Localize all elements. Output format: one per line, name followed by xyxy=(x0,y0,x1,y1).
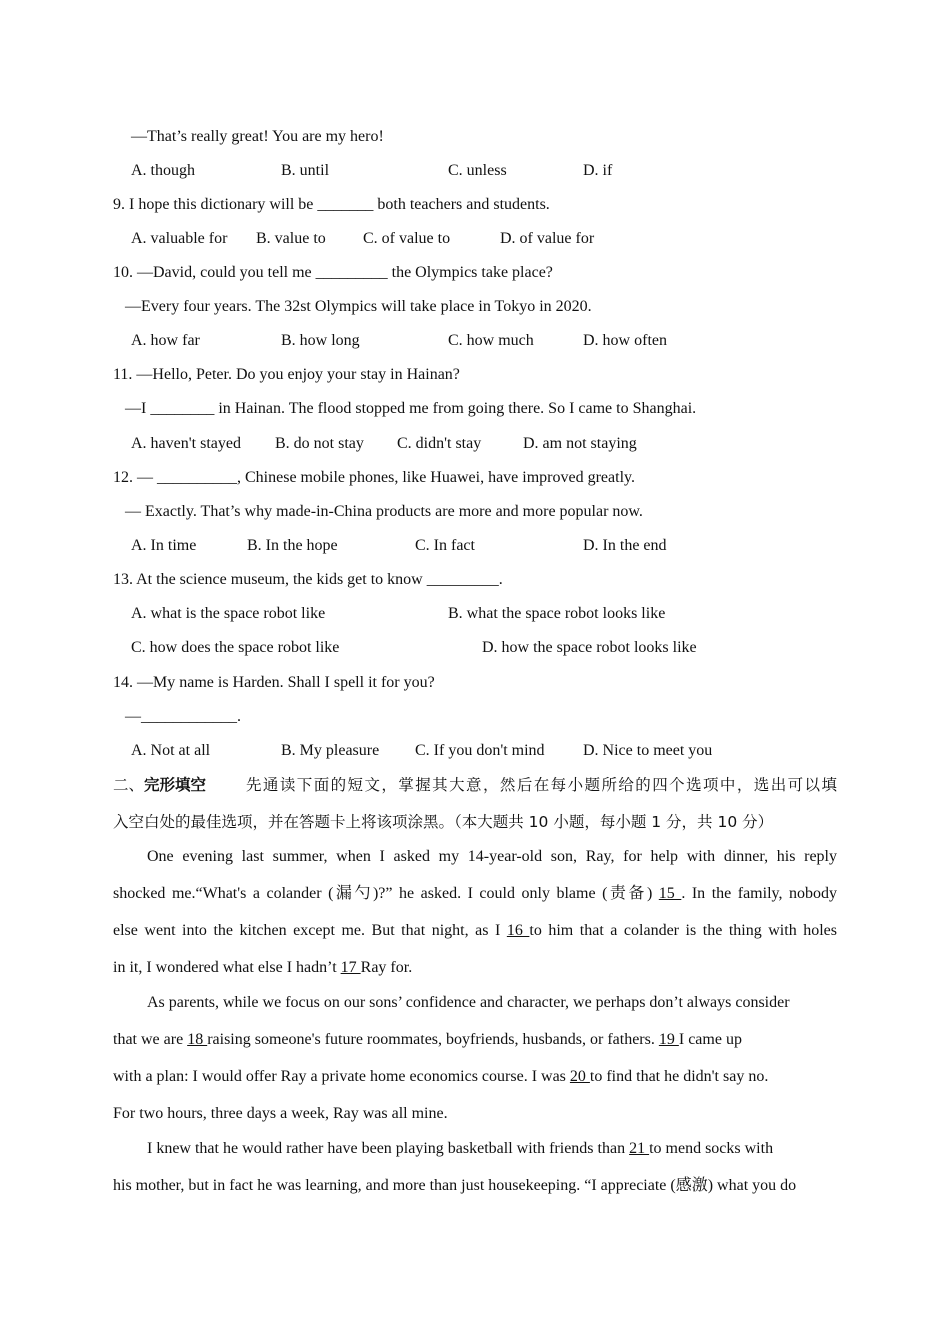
p2-line-4: For two hours, three days a week, Ray was all mine. xyxy=(113,1105,448,1122)
q10-reply: —Every four years. The 32st Olympics will take place in Tokyo in 2020. xyxy=(125,298,592,315)
q13-option-a: A. what is the space robot like xyxy=(131,605,326,622)
q14-reply: —____________. xyxy=(125,708,241,725)
p1-line-1: One evening last summer, when I asked my 14-year-old son, Ray, for help with dinner, his reply xyxy=(147,848,837,865)
blank-19: 19 xyxy=(658,1031,679,1048)
q11-option-d: D. am not staying xyxy=(523,435,637,452)
p1-line-2-text: shocked me.“What's a colander (漏勺)?” he asked. I could only blame (责备) xyxy=(113,885,659,902)
section2-instruction-line1: 先通读下面的短文，掌握其大意，然后在每小题所给的四个选项中，选出可以填 xyxy=(246,776,837,794)
q8-option-a: A. though xyxy=(131,162,195,179)
p2-line-2 xyxy=(113,1030,837,1067)
blank-21: 21 xyxy=(629,1140,650,1157)
p1-line-3 xyxy=(113,921,837,958)
p1-line-2 xyxy=(113,884,837,921)
blank-17: 17 xyxy=(340,959,361,976)
q8-reply: —That’s really great! You are my hero! xyxy=(131,128,384,145)
q13-option-c: C. how does the space robot like xyxy=(131,639,340,656)
q12-option-b: B. In the hope xyxy=(247,537,338,554)
p3-line-1 xyxy=(113,1139,837,1176)
p1-line-4 xyxy=(113,958,837,995)
q14-stem: 14. —My name is Harden. Shall I spell it for you? xyxy=(113,674,435,691)
q11-option-c: C. didn't stay xyxy=(397,435,482,452)
section2-heading xyxy=(113,775,206,795)
p1-line-3-text: else went into the kitchen except me. But that night, as I xyxy=(113,922,507,939)
q14-option-b: B. My pleasure xyxy=(281,742,380,759)
q12-option-d: D. In the end xyxy=(583,537,667,554)
section2-title: 完形填空 xyxy=(144,776,207,794)
q13-option-b: B. what the space robot looks like xyxy=(448,605,666,622)
q12-stem: 12. — __________, Chinese mobile phones, like Huawei, have improved greatly. xyxy=(113,469,635,486)
p1-line-4-text: in it, I wondered what else I hadn’t xyxy=(113,959,341,976)
p1-line-2-tail: . In the family, nobody xyxy=(681,885,838,902)
section2-instruction-line2: 入空白处的最佳选项，并在答题卡上将该项涂黑。（本大题共 10 小题，每小题 1 分，共 10 分） xyxy=(113,813,774,831)
p2-line-2-tail: I came up xyxy=(678,1031,742,1048)
q9-option-b: B. value to xyxy=(256,230,326,247)
q13-stem: 13. At the science museum, the kids get to know _________. xyxy=(113,571,503,588)
q10-option-c: C. how much xyxy=(448,332,534,349)
p2-line-2-text: that we are xyxy=(113,1031,188,1048)
q8-option-c: C. unless xyxy=(448,162,507,179)
q10-option-d: D. how often xyxy=(583,332,667,349)
q8-option-d: D. if xyxy=(583,162,613,179)
passage-paragraph-1 xyxy=(113,847,837,995)
q12-reply: — Exactly. That’s why made-in-China products are more and more popular now. xyxy=(125,503,643,520)
p3-line-2: his mother, but in fact he was learning, and more than just housekeeping. “I appreciate (感激) what you do xyxy=(113,1177,797,1194)
p1-line-4-tail: Ray for. xyxy=(360,959,413,976)
q9-stem: 9. I hope this dictionary will be _______ both teachers and students. xyxy=(113,196,550,213)
q9-option-c: C. of value to xyxy=(363,230,451,247)
p2-line-3-text: with a plan: I would offer Ray a private home economics course. I was xyxy=(113,1068,570,1085)
passage-paragraph-3 xyxy=(113,1139,837,1213)
q8-option-b: B. until xyxy=(281,162,330,179)
p2-line-3-tail: to find that he didn't say no. xyxy=(589,1068,769,1085)
q10-option-a: A. how far xyxy=(131,332,200,349)
q14-option-c: C. If you don't mind xyxy=(415,742,545,759)
p2-line-2-mid: raising someone's future roommates, boyfriends, husbands, or fathers. xyxy=(207,1031,659,1048)
p3-line-1-text: I knew that he would rather have been playing basketball with friends than xyxy=(147,1140,630,1157)
q12-option-a: A. In time xyxy=(131,537,197,554)
blank-20: 20 xyxy=(569,1068,590,1085)
p2-line-3 xyxy=(113,1067,837,1104)
p1-line-3-tail: to him that a colander is the thing with holes xyxy=(529,922,837,939)
section2-number: 二、 xyxy=(113,776,145,794)
q11-option-a: A. haven't stayed xyxy=(131,435,241,452)
p3-line-1-tail: to mend socks with xyxy=(649,1140,774,1157)
q12-option-c: C. In fact xyxy=(415,537,475,554)
p2-line-1: As parents, while we focus on our sons’ confidence and character, we perhaps don’t always consider xyxy=(147,994,790,1011)
q11-reply: —I ________ in Hainan. The flood stopped me from going there. So I came to Shanghai. xyxy=(125,400,697,417)
blank-16: 16 xyxy=(506,922,530,939)
q9-option-a: A. valuable for xyxy=(131,230,228,247)
q10-stem: 10. —David, could you tell me _________ the Olympics take place? xyxy=(113,264,553,281)
passage-paragraph-2 xyxy=(113,993,837,1141)
blank-15: 15 xyxy=(658,885,682,902)
q14-option-d: D. Nice to meet you xyxy=(583,742,713,759)
q11-stem: 11. —Hello, Peter. Do you enjoy your stay in Hainan? xyxy=(113,366,460,383)
q13-option-d: D. how the space robot looks like xyxy=(482,639,697,656)
q14-option-a: A. Not at all xyxy=(131,742,211,759)
q9-option-d: D. of value for xyxy=(500,230,595,247)
q10-option-b: B. how long xyxy=(281,332,360,349)
q11-option-b: B. do not stay xyxy=(275,435,364,452)
blank-18: 18 xyxy=(187,1031,208,1048)
